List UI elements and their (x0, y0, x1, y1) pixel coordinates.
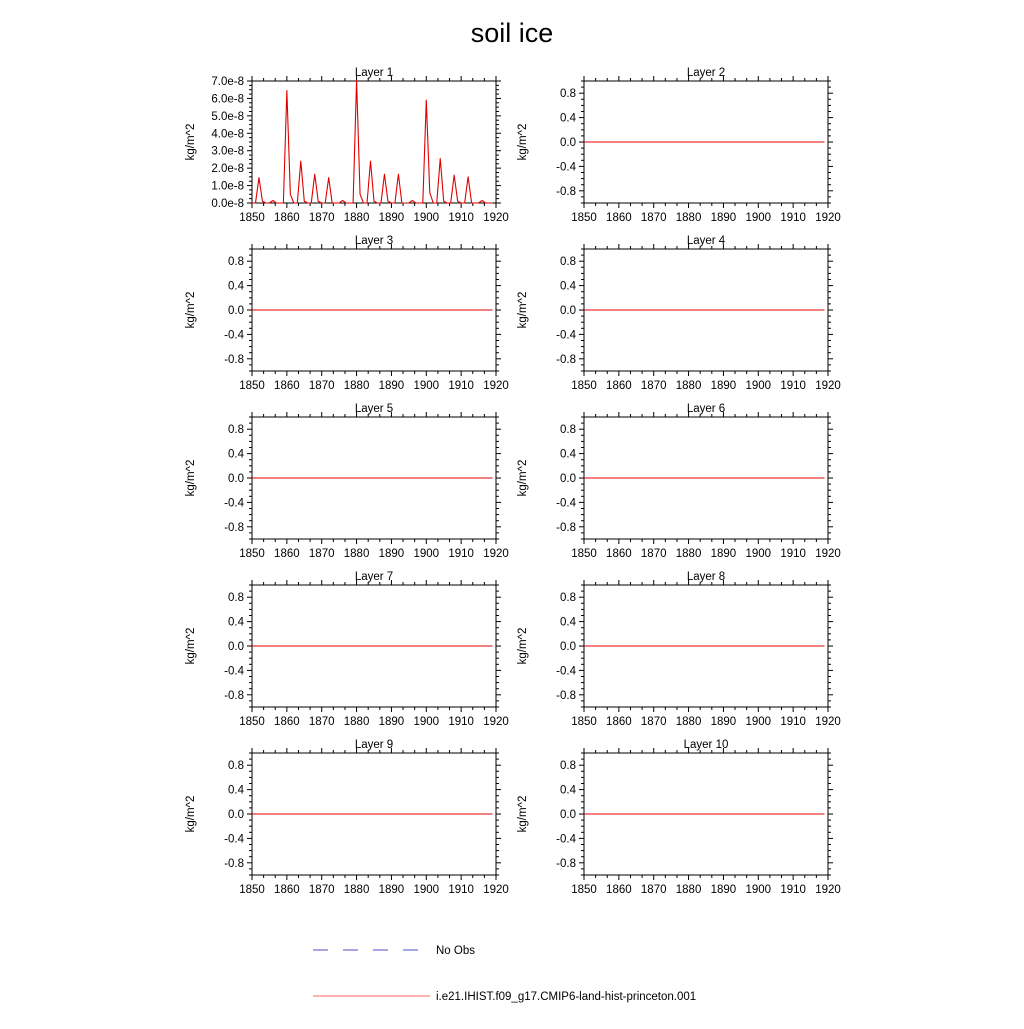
y-axis-label: kg/m^2 (517, 123, 529, 161)
x-tick-label: 1860 (606, 380, 632, 392)
x-tick-label: 1900 (413, 884, 440, 896)
x-tick-label: 1850 (571, 716, 597, 728)
y-tick-label: 0.0 (228, 641, 244, 653)
y-tick-label: -0.4 (556, 833, 576, 846)
x-tick-label: 1890 (378, 548, 405, 560)
x-tick-label: 1890 (378, 212, 405, 224)
x-tick-label: 1880 (675, 380, 702, 392)
x-tick-label: 1870 (308, 884, 335, 896)
x-tick-label: 1880 (675, 212, 702, 224)
x-tick-label: 1860 (606, 716, 632, 728)
x-tick-label: 1920 (483, 380, 509, 392)
panel-layer-9 (185, 739, 509, 896)
panels (185, 67, 841, 896)
x-tick-label: 1890 (378, 884, 405, 896)
y-tick-label: 0.0 (560, 641, 576, 653)
x-tick-label: 1870 (640, 548, 667, 560)
panel-title: Layer 2 (686, 67, 726, 79)
x-tick-label: 1850 (571, 884, 597, 896)
x-tick-label: 1850 (571, 548, 597, 560)
legend-label: i.e21.IHIST.f09_g17.CMIP6-land-hist-princeton.001 (436, 991, 697, 1003)
x-tick-label: 1900 (745, 380, 772, 392)
x-tick-label: 1850 (571, 212, 597, 224)
x-tick-label: 1920 (815, 716, 841, 728)
y-tick-label: 0.8 (560, 760, 576, 773)
y-tick-label: -0.8 (224, 353, 244, 366)
x-tick-label: 1890 (710, 716, 737, 728)
y-tick-label: 0.4 (560, 112, 576, 125)
y-tick-label: 0.4 (560, 616, 576, 629)
y-axis-label: kg/m^2 (185, 459, 197, 497)
panel-title: Layer 10 (683, 739, 729, 751)
y-tick-label: 0.0 (560, 137, 576, 149)
x-tick-label: 1860 (274, 212, 300, 224)
x-tick-label: 1900 (413, 380, 440, 392)
x-tick-label: 1870 (308, 716, 335, 728)
x-tick-label: 1890 (710, 212, 737, 224)
y-tick-label: 0.4 (228, 616, 244, 629)
panel-title: Layer 6 (686, 403, 726, 415)
x-tick-label: 1880 (343, 380, 370, 392)
y-tick-label: -0.4 (556, 665, 576, 678)
y-tick-label: 4.0e-8 (211, 128, 244, 141)
y-tick-label: -0.4 (556, 161, 576, 174)
y-tick-label: -0.8 (556, 521, 576, 534)
y-tick-label: 0.0 (228, 809, 244, 821)
y-tick-label: -0.8 (556, 353, 576, 366)
legend (313, 945, 696, 1003)
panel-layer-7 (185, 571, 509, 728)
y-tick-label: 0.4 (560, 448, 576, 461)
panel-title: Layer 7 (354, 571, 394, 583)
x-tick-label: 1920 (815, 212, 841, 224)
y-tick-label: -0.4 (224, 329, 244, 342)
panel-layer-5 (185, 403, 509, 560)
y-tick-label: 0.4 (228, 280, 244, 293)
y-tick-label: -0.4 (556, 329, 576, 342)
x-tick-label: 1870 (308, 548, 335, 560)
panel-layer-6 (517, 403, 841, 560)
x-tick-label: 1920 (815, 380, 841, 392)
y-axis-label: kg/m^2 (517, 627, 529, 665)
x-tick-label: 1900 (413, 716, 440, 728)
y-tick-label: -0.8 (224, 521, 244, 534)
y-tick-label: -0.8 (224, 689, 244, 702)
y-tick-label: 5.0e-8 (211, 110, 244, 123)
panel-layer-10 (517, 739, 841, 896)
x-tick-label: 1880 (675, 548, 702, 560)
x-tick-label: 1920 (815, 884, 841, 896)
x-tick-label: 1860 (606, 548, 632, 560)
y-tick-label: 0.4 (560, 280, 576, 293)
x-tick-label: 1850 (239, 716, 265, 728)
x-tick-label: 1880 (675, 716, 702, 728)
y-tick-label: 0.8 (560, 256, 576, 269)
panel-title: Layer 1 (354, 67, 394, 79)
x-tick-label: 1860 (606, 884, 632, 896)
x-tick-label: 1880 (675, 884, 702, 896)
y-tick-label: 6.0e-8 (211, 93, 244, 106)
x-tick-label: 1920 (483, 716, 509, 728)
y-tick-label: 0.0e-8 (211, 198, 244, 210)
y-tick-label: 3.0e-8 (211, 145, 244, 158)
x-tick-label: 1890 (378, 380, 405, 392)
x-tick-label: 1880 (343, 548, 370, 560)
legend-label: No Obs (436, 945, 475, 957)
y-tick-label: 0.0 (228, 473, 244, 485)
x-tick-label: 1870 (640, 212, 667, 224)
y-axis-label: kg/m^2 (517, 459, 529, 497)
x-tick-label: 1910 (448, 380, 474, 392)
x-tick-label: 1900 (413, 212, 440, 224)
x-tick-label: 1900 (745, 716, 772, 728)
x-tick-label: 1890 (710, 380, 737, 392)
y-tick-label: 0.8 (228, 424, 244, 437)
y-tick-label: 0.4 (228, 448, 244, 461)
x-tick-label: 1890 (710, 884, 737, 896)
y-tick-label: 1.0e-8 (211, 180, 244, 193)
panel-layer-3 (185, 235, 509, 392)
x-tick-label: 1910 (780, 548, 806, 560)
x-tick-label: 1860 (274, 380, 300, 392)
x-tick-label: 1860 (274, 716, 300, 728)
y-tick-label: 0.4 (560, 784, 576, 797)
panel-title: Layer 3 (354, 235, 394, 247)
x-tick-label: 1850 (571, 380, 597, 392)
x-tick-label: 1880 (343, 212, 370, 224)
x-tick-label: 1850 (239, 212, 265, 224)
y-tick-label: -0.8 (556, 185, 576, 198)
x-tick-label: 1880 (343, 884, 370, 896)
x-tick-label: 1910 (780, 380, 806, 392)
x-tick-label: 1910 (448, 212, 474, 224)
y-tick-label: -0.4 (224, 665, 244, 678)
x-tick-label: 1900 (745, 212, 772, 224)
panel-layer-8 (517, 571, 841, 728)
y-tick-label: 0.0 (560, 473, 576, 485)
x-tick-label: 1920 (483, 548, 509, 560)
x-tick-label: 1920 (815, 548, 841, 560)
y-tick-label: 0.8 (560, 88, 576, 101)
panel-title: Layer 4 (686, 235, 726, 247)
y-tick-label: 0.4 (228, 784, 244, 797)
figure-title: soil ice (470, 18, 554, 48)
x-tick-label: 1860 (606, 212, 632, 224)
x-tick-label: 1880 (343, 716, 370, 728)
panel-layer-2 (517, 67, 841, 224)
series-line-1 (252, 80, 493, 203)
y-axis-label: kg/m^2 (185, 123, 197, 161)
y-tick-label: -0.8 (556, 857, 576, 870)
x-tick-label: 1860 (274, 884, 300, 896)
x-tick-label: 1870 (640, 884, 667, 896)
y-tick-label: -0.4 (224, 497, 244, 510)
x-tick-label: 1860 (274, 548, 300, 560)
x-tick-label: 1890 (378, 716, 405, 728)
x-tick-label: 1910 (780, 716, 806, 728)
x-tick-label: 1850 (239, 884, 265, 896)
x-tick-label: 1900 (745, 884, 772, 896)
x-tick-label: 1870 (308, 212, 335, 224)
y-tick-label: -0.4 (224, 833, 244, 846)
y-axis-label: kg/m^2 (517, 291, 529, 329)
y-tick-label: 0.0 (228, 305, 244, 317)
y-tick-label: 0.0 (560, 305, 576, 317)
panel-title: Layer 9 (354, 739, 394, 751)
panel-title: Layer 8 (686, 571, 726, 583)
x-tick-label: 1910 (780, 884, 806, 896)
x-tick-label: 1870 (640, 380, 667, 392)
y-axis-label: kg/m^2 (185, 291, 197, 329)
y-tick-label: 2.0e-8 (211, 163, 244, 176)
y-tick-label: 0.8 (228, 760, 244, 773)
x-tick-label: 1920 (483, 884, 509, 896)
x-tick-label: 1890 (710, 548, 737, 560)
y-tick-label: 0.8 (560, 592, 576, 605)
x-tick-label: 1870 (308, 380, 335, 392)
panel-layer-1 (185, 67, 509, 224)
x-tick-label: 1910 (448, 884, 474, 896)
x-tick-label: 1850 (239, 380, 265, 392)
y-tick-label: 0.8 (228, 256, 244, 269)
panel-title: Layer 5 (354, 403, 394, 415)
x-tick-label: 1910 (448, 716, 474, 728)
panel-layer-4 (517, 235, 841, 392)
x-tick-label: 1850 (239, 548, 265, 560)
y-tick-label: 0.8 (560, 424, 576, 437)
y-tick-label: -0.8 (224, 857, 244, 870)
x-tick-label: 1910 (780, 212, 806, 224)
y-tick-label: 7.0e-8 (211, 76, 244, 88)
y-axis-label: kg/m^2 (185, 795, 197, 833)
y-tick-label: 0.8 (228, 592, 244, 605)
x-tick-label: 1900 (413, 548, 440, 560)
y-axis-label: kg/m^2 (517, 795, 529, 833)
y-axis-label: kg/m^2 (185, 627, 197, 665)
x-tick-label: 1870 (640, 716, 667, 728)
y-tick-label: 0.0 (560, 809, 576, 821)
x-tick-label: 1910 (448, 548, 474, 560)
y-tick-label: -0.4 (556, 497, 576, 510)
x-tick-label: 1920 (483, 212, 509, 224)
x-tick-label: 1900 (745, 548, 772, 560)
y-tick-label: -0.8 (556, 689, 576, 702)
